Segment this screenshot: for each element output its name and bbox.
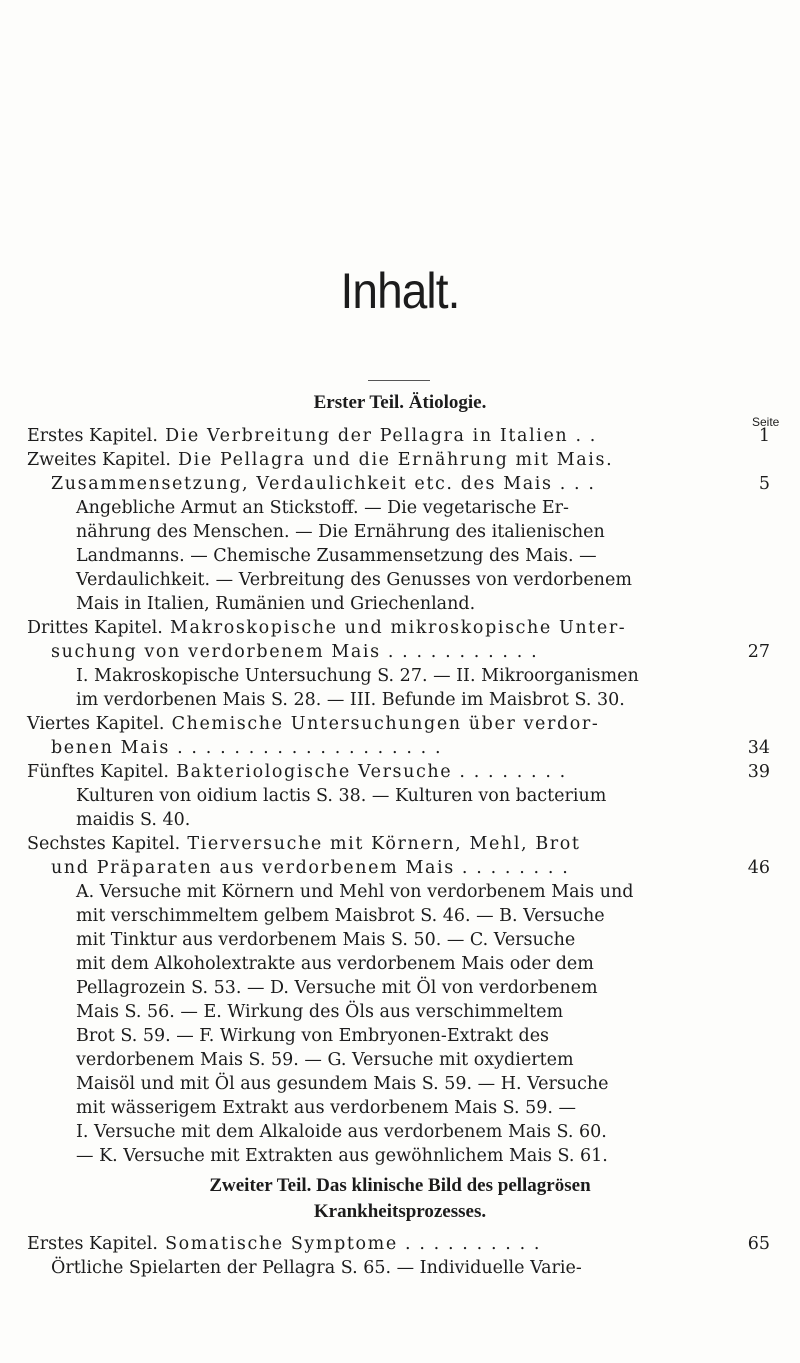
title-rule (368, 380, 430, 381)
toc-line-1: Erstes Kapitel. Die Verbreitung der Pellagra in Italien . . (27, 426, 597, 446)
toc-line-30: I. Versuche mit dem Alkaloide aus verdorbenem Mais S. 60. (76, 1122, 607, 1142)
toc-line-22: mit Tinktur aus verdorbenem Mais S. 50. — C. Versuche (76, 930, 576, 950)
toc-line-4: Angebliche Armut an Stickstoff. — Die vegetarische Er- (76, 498, 569, 518)
toc-line-32: Erstes Kapitel. Somatische Symptome . . . . . . . . . . (27, 1234, 542, 1254)
toc-line-7: Verdaulichkeit. — Verbreitung des Genusses von verdorbenem (76, 570, 632, 590)
toc-line-10: suchung von verdorbenem Mais . . . . . . . . . . . (51, 642, 539, 662)
toc-line-11: I. Makroskopische Untersuchung S. 27. — II. Mikroorganismen (76, 666, 639, 686)
toc-line-12: im verdorbenen Mais S. 28. — III. Befunde im Maisbrot S. 30. (76, 690, 625, 710)
toc-page-2: 5 (758, 474, 770, 494)
toc-line-19: und Präparaten aus verdorbenem Mais . . . . . . . . (51, 858, 570, 878)
toc-line-17: maidis S. 40. (76, 810, 191, 830)
toc-line-2: Zweites Kapitel. Die Pellagra und die Ernährung mit Mais. (27, 450, 614, 470)
page-title: Inhalt. (340, 263, 460, 319)
toc-line-13: Viertes Kapitel. Chemische Untersuchungen über verdor- (27, 714, 600, 734)
toc-line-5: nährung des Menschen. — Die Ernährung des italienischen (76, 522, 605, 542)
part-heading-2: Zweiter Teil. Das klinische Bild des pellagrösen (209, 1175, 591, 1196)
part-heading-1: Erster Teil. Ätiologie. (313, 392, 487, 413)
toc-line-8: Mais in Italien, Rumänien und Griechenland. (76, 594, 476, 614)
toc-line-27: verdorbenem Mais S. 59. — G. Versuche mit oxydiertem (76, 1050, 574, 1070)
toc-page-1: 1 (758, 426, 770, 446)
part-heading-2-cont: Krankheitsprozesses. (313, 1201, 487, 1222)
toc-page-4: 34 (747, 738, 770, 758)
toc-page-3: 27 (747, 642, 770, 662)
toc-line-20: A. Versuche mit Körnern und Mehl von verdorbenem Mais und (76, 882, 634, 902)
toc-page-6: 46 (747, 858, 770, 878)
toc-line-15: Fünftes Kapitel. Bakteriologische Versuche . . . . . . . . (27, 762, 567, 782)
toc-line-9: Drittes Kapitel. Makroskopische und mikroskopische Unter- (27, 618, 627, 638)
toc-page-5: 39 (747, 762, 770, 782)
toc-line-28: Maisöl und mit Öl aus gesundem Mais S. 59. — H. Versuche (76, 1074, 609, 1094)
seite-label: Seite (752, 415, 780, 429)
toc-line-21: mit verschimmeltem gelbem Maisbrot S. 46. — B. Versuche (76, 906, 605, 926)
toc-line-14: benen Mais . . . . . . . . . . . . . . . . . . . (51, 738, 443, 758)
toc-line-29: mit wässerigem Extrakt aus verdorbenem Mais S. 59. — (76, 1098, 577, 1118)
toc-line-25: Mais S. 56. — E. Wirkung des Öls aus verschimmeltem (76, 1002, 564, 1022)
toc-line-24: Pellagrozein S. 53. — D. Versuche mit Öl von verdorbenem (76, 978, 598, 998)
toc-line-26: Brot S. 59. — F. Wirkung von Embryonen-Extrakt des (76, 1026, 550, 1046)
toc-line-16: Kulturen von oidium lactis S. 38. — Kulturen von bacterium (76, 786, 607, 806)
toc-page-7: 65 (747, 1234, 770, 1254)
toc-line-33: Örtliche Spielarten der Pellagra S. 65. — Individuelle Varie- (51, 1258, 582, 1278)
toc-line-18: Sechstes Kapitel. Tierversuche mit Körnern, Mehl, Brot (27, 834, 581, 854)
toc-line-31: — K. Versuche mit Extrakten aus gewöhnlichem Mais S. 61. (76, 1146, 608, 1166)
toc-line-23: mit dem Alkoholextrakte aus verdorbenem Mais oder dem (76, 954, 594, 974)
toc-line-6: Landmanns. — Chemische Zusammensetzung des Mais. — (76, 546, 597, 566)
toc-line-3: Zusammensetzung, Verdaulichkeit etc. des Mais . . . (51, 474, 596, 494)
